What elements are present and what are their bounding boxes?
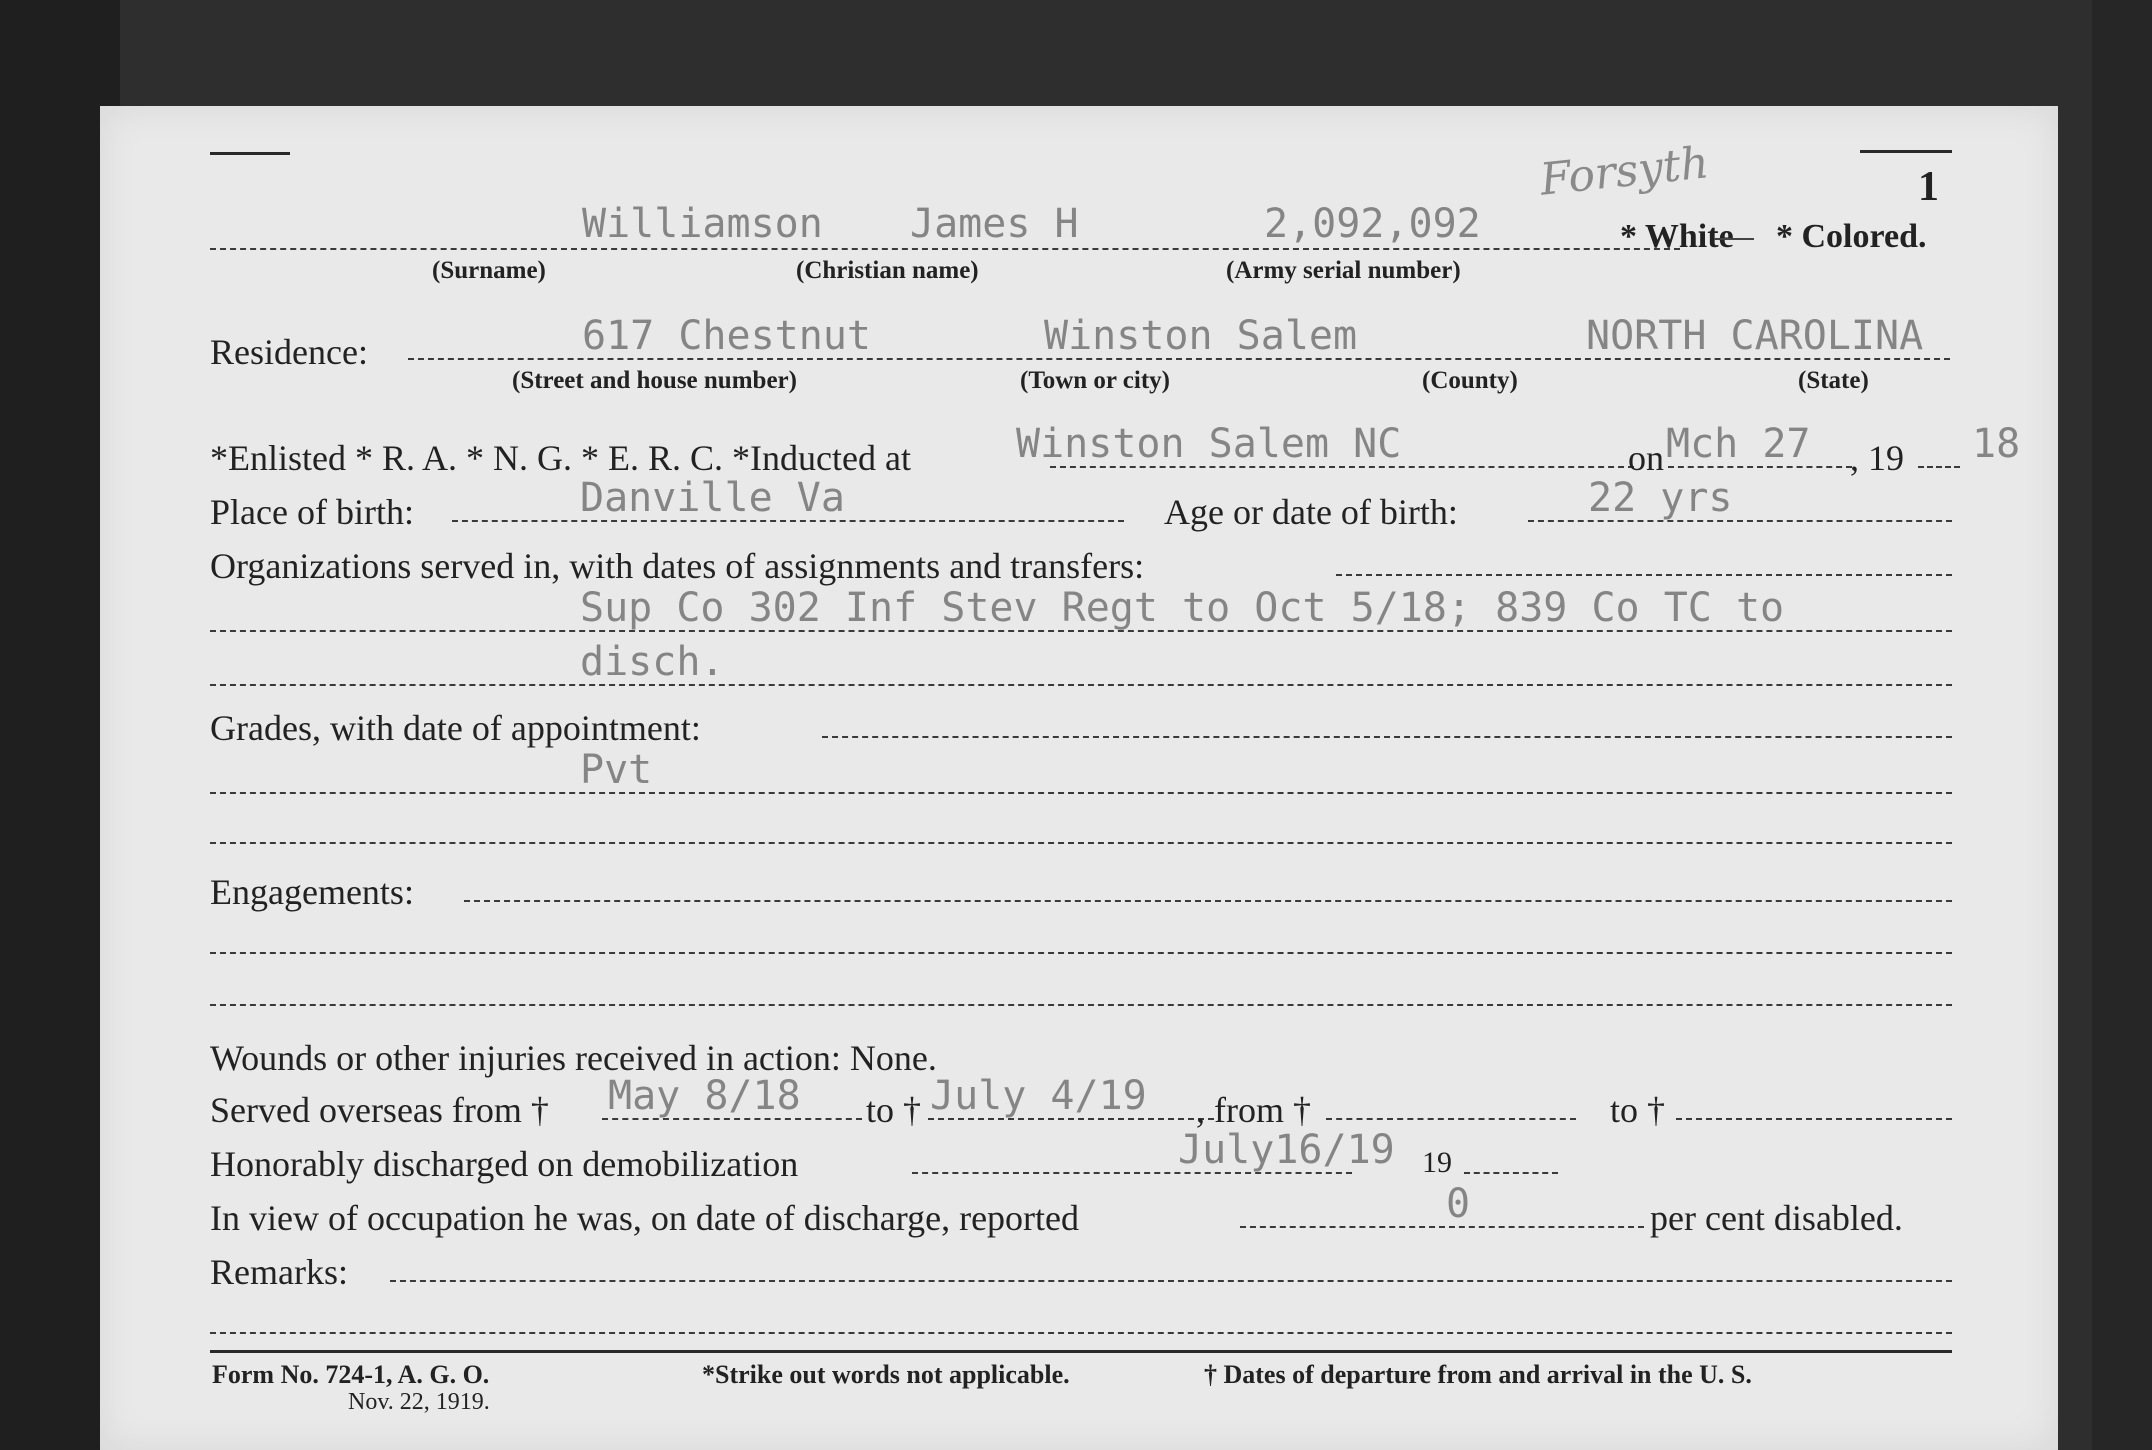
inducted-date-value: Mch 27 <box>1666 421 1811 467</box>
residence-label: Residence: <box>210 332 368 372</box>
organizations-line-1: Sup Co 302 Inf Stev Regt to Oct 5/18; 839 Co TC to <box>580 585 1785 631</box>
serial-number-label: (Army serial number) <box>1226 257 1461 284</box>
inducted-date-line <box>1668 466 1852 468</box>
organizations-label: Organizations served in, with dates of assignments and transfers: <box>210 546 1145 586</box>
state-label: (State) <box>1798 367 1869 394</box>
dates-note: † Dates of departure from and arrival in the U. S. <box>1204 1360 1752 1389</box>
serial-number-value: 2,092,092 <box>1264 201 1481 247</box>
engagements-line-2 <box>210 952 1952 954</box>
inducted-place-value: Winston Salem NC <box>1016 421 1402 467</box>
discharge-date-value: July16/19 <box>1178 1127 1395 1173</box>
grades-value: Pvt <box>580 747 653 793</box>
engagements-line-1 <box>464 900 1952 902</box>
residence-street-value: 617 Chestnut <box>582 313 871 359</box>
overseas-to-label: to † <box>866 1090 922 1130</box>
form-number: Form No. 724-1, A. G. O. <box>212 1360 490 1389</box>
top-right-rule <box>1860 150 1952 153</box>
christian-name-label: (Christian name) <box>796 257 979 284</box>
strike-note: *Strike out words not applicable. <box>702 1360 1070 1389</box>
overseas-from2-line <box>1326 1118 1576 1120</box>
remarks-line-1 <box>390 1280 1952 1282</box>
name-line <box>210 248 1680 250</box>
overseas-from-label: Served overseas from † <box>210 1090 549 1130</box>
grades-label: Grades, with date of appointment: <box>210 708 701 748</box>
disability-label: In view of occupation he was, on date of discharge, reported <box>210 1198 1080 1238</box>
residence-line <box>408 358 1950 360</box>
overseas-to-date: July 4/19 <box>930 1073 1147 1119</box>
residence-town-value: Winston Salem <box>1044 313 1358 359</box>
card-number: 1 <box>1918 164 1939 210</box>
overseas-from-date: May 8/18 <box>608 1073 801 1119</box>
race-white-option: * White <box>1620 218 1734 255</box>
surname-label: (Surname) <box>432 257 546 284</box>
footer-rule <box>210 1350 1952 1353</box>
discharge-line <box>912 1172 1352 1174</box>
white-strikeout <box>1714 238 1754 240</box>
organizations-line-2-rule <box>210 684 1952 686</box>
place-of-birth-line <box>452 520 1124 522</box>
disability-line <box>1240 1226 1644 1228</box>
street-label: (Street and house number) <box>512 367 797 394</box>
remarks-label: Remarks: <box>210 1252 348 1292</box>
place-of-birth-label: Place of birth: <box>210 492 414 532</box>
engagements-label: Engagements: <box>210 872 414 912</box>
age-line <box>1528 520 1952 522</box>
overseas-from2-label: , from † <box>1196 1090 1311 1130</box>
disability-suffix: per cent disabled. <box>1650 1198 1903 1238</box>
inducted-year-value: 18 <box>1972 421 2021 467</box>
surname-value: Williamson <box>582 201 823 247</box>
organizations-line-2: disch. <box>580 639 725 685</box>
overseas-from-line <box>602 1118 862 1120</box>
remarks-line-2 <box>210 1332 1952 1334</box>
overseas-to2-label: to † <box>1610 1090 1666 1130</box>
town-label: (Town or city) <box>1020 367 1170 394</box>
enlistment-options-label: *Enlisted * R. A. * N. G. * E. R. C. *Inducted at <box>210 438 911 478</box>
disability-percent-value: 0 <box>1446 1181 1471 1227</box>
discharge-year-line <box>1464 1172 1558 1174</box>
overseas-to-line <box>928 1118 1214 1120</box>
grades-line-2 <box>210 842 1952 844</box>
service-record-card <box>100 106 2058 1450</box>
age-value: 22 yrs <box>1588 475 1733 521</box>
form-date: Nov. 22, 1919. <box>348 1389 490 1415</box>
organizations-line-1-rule <box>210 630 1952 632</box>
county-handwritten-note: Forsyth <box>1537 137 1712 206</box>
on-label: on <box>1628 438 1664 478</box>
place-of-birth-value: Danville Va <box>580 475 845 521</box>
county-label: (County) <box>1422 367 1518 394</box>
scan-border-right <box>2092 0 2152 1450</box>
wounds-label: Wounds or other injuries received in action: None. <box>210 1038 937 1078</box>
grades-label-line <box>822 736 1952 738</box>
residence-state-value: NORTH CAROLINA <box>1586 313 1924 359</box>
discharge-year-print: 19 <box>1422 1146 1452 1179</box>
christian-name-value: James H <box>910 201 1079 247</box>
organizations-label-line <box>1336 574 1952 576</box>
race-colored-option: * Colored. <box>1776 218 1927 255</box>
engagements-line-3 <box>210 1004 1952 1006</box>
overseas-to2-line <box>1676 1118 1952 1120</box>
inducted-place-line <box>1050 466 1634 468</box>
top-left-rule <box>210 152 290 155</box>
year-line <box>1918 466 1960 468</box>
age-label: Age or date of birth: <box>1164 492 1458 532</box>
discharge-label: Honorably discharged on demobilization <box>210 1144 799 1184</box>
year-prefix: , 19 <box>1850 438 1904 478</box>
grades-line-1 <box>210 792 1952 794</box>
